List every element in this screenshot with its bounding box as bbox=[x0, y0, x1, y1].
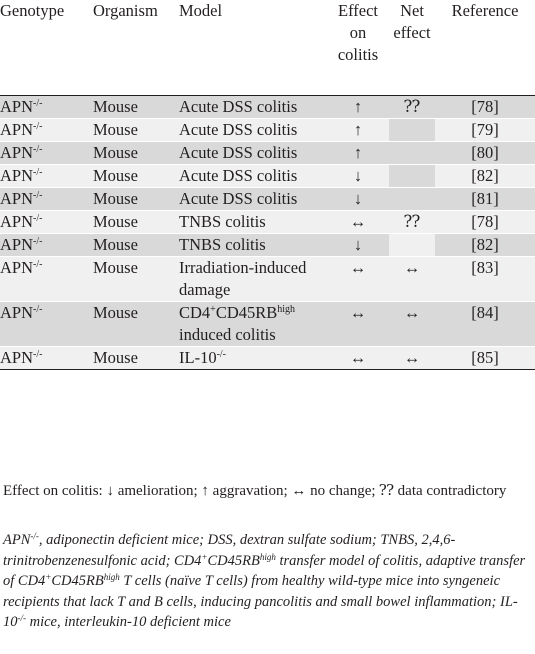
table-row bbox=[0, 346, 535, 369]
cell-effect: ↓ bbox=[353, 165, 363, 185]
cell-genotype: APN-/- bbox=[0, 96, 43, 116]
cell-reference: [82] bbox=[471, 165, 499, 185]
cell-organism: Mouse bbox=[93, 347, 138, 367]
cell-genotype: APN-/- bbox=[0, 142, 43, 162]
cell-genotype: APN-/- bbox=[0, 188, 43, 208]
cell-effect: ↓ bbox=[353, 188, 363, 208]
table-row bbox=[0, 95, 535, 118]
cell-model: Acute DSS colitis bbox=[179, 142, 298, 162]
cell-reference: [82] bbox=[471, 234, 499, 254]
header-net-effect bbox=[389, 0, 435, 95]
cell-reference: [78] bbox=[471, 211, 499, 231]
cell-net-effect: ↔ bbox=[403, 302, 421, 322]
cell-effect: ↓ bbox=[353, 234, 363, 254]
cell-reference: [84] bbox=[471, 302, 499, 322]
cell-net-effect bbox=[389, 118, 435, 141]
cell-reference: [79] bbox=[471, 119, 499, 139]
cell-effect: ↑ bbox=[353, 119, 363, 139]
cell-net-effect: ⁇ bbox=[403, 211, 421, 231]
cell-model: Acute DSS colitis bbox=[179, 165, 298, 185]
header-model: Model bbox=[179, 1, 223, 20]
cell-net-effect: ⁇ bbox=[403, 96, 421, 116]
header-effect-on-colitis bbox=[327, 0, 389, 95]
cell-organism: Mouse bbox=[93, 302, 138, 322]
cell-organism: Mouse bbox=[93, 96, 138, 116]
header-genotype: Genotype bbox=[0, 1, 65, 20]
cell-model: Acute DSS colitis bbox=[179, 188, 298, 208]
cell-model bbox=[179, 256, 327, 301]
cell-net-effect bbox=[389, 141, 435, 164]
cell-organism: Mouse bbox=[93, 165, 138, 185]
table-row bbox=[0, 187, 535, 210]
cell-model-line2: induced colitis bbox=[179, 324, 276, 344]
table-row bbox=[0, 256, 535, 301]
table-row bbox=[0, 141, 535, 164]
cell-organism: Mouse bbox=[93, 119, 138, 139]
cell-reference: [81] bbox=[471, 188, 499, 208]
cell-organism: Mouse bbox=[93, 211, 138, 231]
cell-organism: Mouse bbox=[93, 142, 138, 162]
cell-organism: Mouse bbox=[93, 234, 138, 254]
cell-genotype: APN-/- bbox=[0, 234, 43, 254]
cell-genotype: APN-/- bbox=[0, 257, 43, 277]
cell-model-line2: damage bbox=[179, 279, 231, 299]
header-net-line2: effect bbox=[393, 23, 431, 42]
header-effect-line3: colitis bbox=[337, 45, 379, 64]
cell-net-effect: ↔ bbox=[403, 347, 421, 367]
cell-model-line1: Irradiation-induced bbox=[179, 257, 307, 277]
table-row bbox=[0, 164, 535, 187]
cell-genotype: APN-/- bbox=[0, 211, 43, 231]
cell-net-effect bbox=[389, 187, 435, 210]
cell-model: Acute DSS colitis bbox=[179, 119, 298, 139]
cell-effect: ↔ bbox=[349, 211, 367, 231]
cell-reference: [80] bbox=[471, 142, 499, 162]
table-legend: Effect on colitis: ↓ amelioration; ↑ aggravation; ↔ no change; ⁇ data contradictory bbox=[3, 483, 507, 499]
header-effect-line1: Effect bbox=[337, 1, 378, 20]
cell-model: Acute DSS colitis bbox=[179, 96, 298, 116]
cell-effect: ↔ bbox=[349, 347, 367, 367]
cell-organism: Mouse bbox=[93, 188, 138, 208]
cell-effect: ↔ bbox=[349, 257, 367, 277]
table-footnote: APN-/-, adiponectin deficient mice; DSS, dextran sulfate sodium; TNBS, 2,4,6-trinitrobenzenesulfonic acid; $CD4^+CD45RB^{high}$ transfer model of colitis, adaptive transfer of $CD4^+CD45RB^{high}$ T cells (naïve T cells) from healthy wild-type mice into syngeneic recipients that lack T and B cells, inducing pancolitis and small bowel inflammation; IL-10-/- mice, interleukin-10 deficient mice bbox=[3, 531, 526, 630]
cell-genotype: APN-/- bbox=[0, 119, 43, 139]
table-row bbox=[0, 301, 535, 346]
table-header-row bbox=[0, 0, 535, 95]
table-row bbox=[0, 210, 535, 233]
cell-reference: [83] bbox=[471, 257, 499, 277]
cell-net-effect bbox=[389, 164, 435, 187]
table-row bbox=[0, 118, 535, 141]
cell-genotype: APN-/- bbox=[0, 347, 43, 367]
cell-effect: ↑ bbox=[353, 142, 363, 162]
cell-effect: ↔ bbox=[349, 302, 367, 322]
cell-model: TNBS colitis bbox=[179, 211, 266, 231]
cell-effect: ↑ bbox=[353, 96, 363, 116]
header-reference: Reference bbox=[451, 1, 519, 20]
cell-reference: [78] bbox=[471, 96, 499, 116]
cell-net-effect: ↔ bbox=[403, 257, 421, 277]
header-organism: Organism bbox=[93, 1, 158, 20]
cell-organism: Mouse bbox=[93, 257, 138, 277]
header-net-line1: Net bbox=[400, 1, 424, 20]
cell-genotype: APN-/- bbox=[0, 302, 43, 322]
cell-reference: [85] bbox=[471, 347, 499, 367]
header-effect-line2: on bbox=[349, 23, 367, 42]
cell-model: TNBS colitis bbox=[179, 234, 266, 254]
cell-model-line1: $CD4^+CD45RB^{high}$ bbox=[179, 302, 296, 322]
cell-genotype: APN-/- bbox=[0, 165, 43, 185]
cell-net-effect bbox=[389, 233, 435, 256]
cell-model bbox=[179, 301, 327, 346]
cell-model: IL-10-/- bbox=[179, 347, 227, 367]
table-row bbox=[0, 233, 535, 256]
